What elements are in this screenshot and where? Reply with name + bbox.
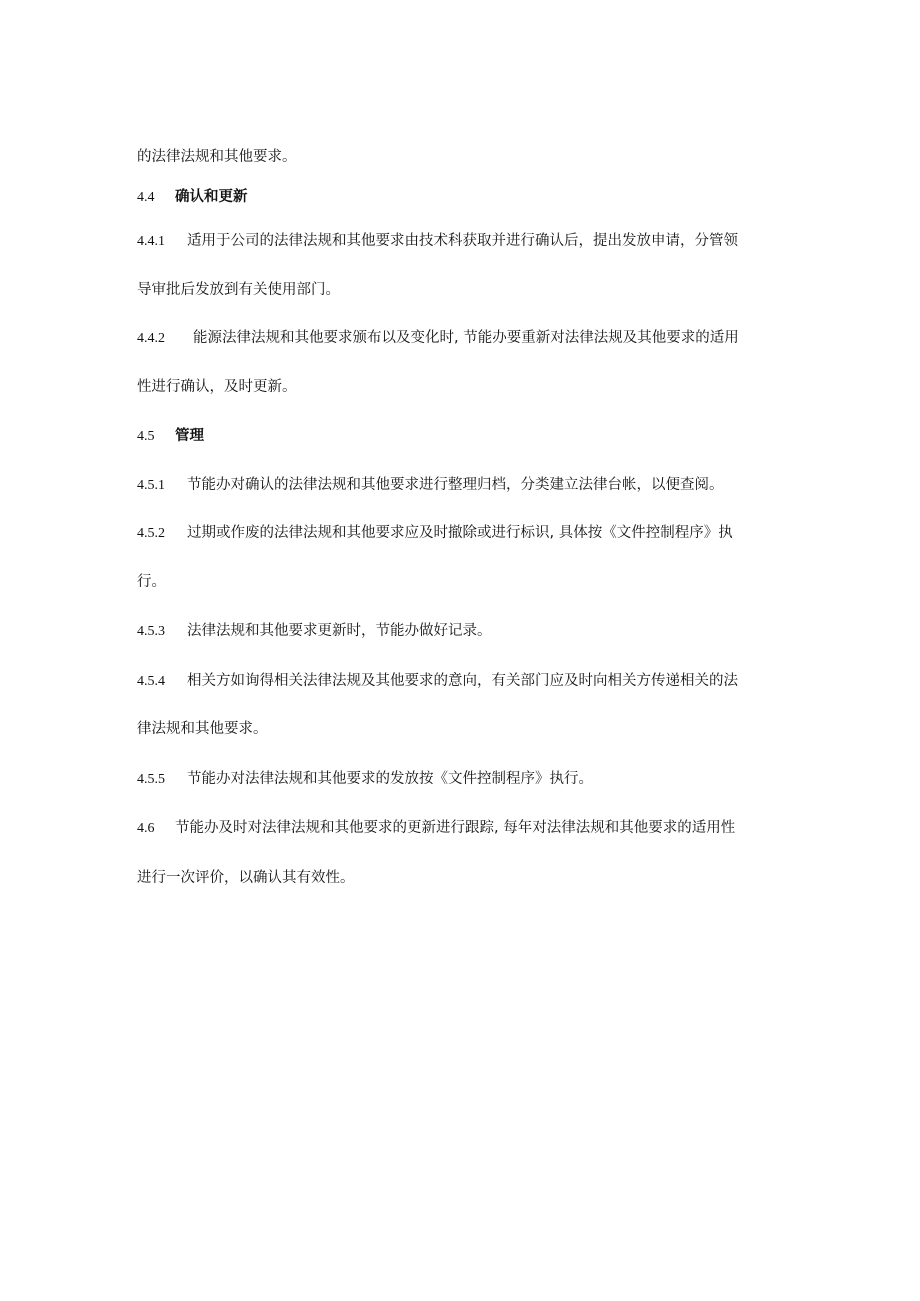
paragraph-text: 律法规和其他要求。 bbox=[137, 721, 268, 737]
clause-text: 适用于公司的法律法规和其他要求由技术科获取并进行确认后，提出发放申请，分管领 bbox=[187, 233, 738, 249]
clause-4-5-2 bbox=[137, 523, 733, 544]
paragraph-text: 性进行确认，及时更新。 bbox=[137, 379, 297, 395]
section-title: 确认和更新 bbox=[175, 189, 248, 205]
paragraph-text: 的法律法规和其他要求。 bbox=[137, 149, 297, 165]
paragraph-continuation bbox=[137, 719, 268, 739]
clause-text: 过期或作废的法律法规和其他要求应及时撤除或进行标识, 具体按《文件控制程序》执 bbox=[187, 525, 733, 541]
clause-text: 节能办及时对法律法规和其他要求的更新进行跟踪, 每年对法律法规和其他要求的适用性 bbox=[175, 820, 736, 836]
clause-text: 相关方如询得相关法律法规及其他要求的意向，有关部门应及时向相关方传递相关的法 bbox=[187, 673, 738, 689]
section-heading-4-4 bbox=[137, 187, 248, 208]
paragraph-text: 行。 bbox=[137, 574, 166, 590]
clause-4-5-5 bbox=[137, 769, 593, 790]
clause-4-6 bbox=[137, 818, 735, 839]
clause-text: 能源法律法规和其他要求颁布以及变化时, 节能办要重新对法律法规及其他要求的适用 bbox=[193, 330, 739, 346]
paragraph-continuation bbox=[137, 868, 355, 888]
clause-number: 4.5.1 bbox=[137, 478, 165, 493]
clause-4-5-1 bbox=[137, 475, 724, 496]
paragraph-text: 导审批后发放到有关使用部门。 bbox=[137, 282, 340, 298]
clause-4-4-1 bbox=[137, 231, 738, 252]
paragraph-continuation bbox=[137, 147, 297, 167]
clause-number: 4.4.1 bbox=[137, 234, 165, 249]
paragraph-continuation bbox=[137, 377, 297, 397]
clause-number: 4.5.4 bbox=[137, 674, 165, 689]
clause-number: 4.5.3 bbox=[137, 624, 165, 639]
section-number: 4.4 bbox=[137, 190, 155, 205]
section-heading-4-5 bbox=[137, 426, 204, 447]
clause-4-5-3 bbox=[137, 621, 492, 642]
clause-text: 节能办对确认的法律法规和其他要求进行整理归档，分类建立法律台帐，以便查阅。 bbox=[187, 477, 724, 493]
paragraph-continuation bbox=[137, 280, 340, 300]
clause-number: 4.5.5 bbox=[137, 772, 165, 787]
clause-4-4-2 bbox=[137, 328, 739, 349]
paragraph-text: 进行一次评价，以确认其有效性。 bbox=[137, 870, 355, 886]
clause-number: 4.6 bbox=[137, 821, 155, 836]
clause-text: 节能办对法律法规和其他要求的发放按《文件控制程序》执行。 bbox=[187, 771, 593, 787]
paragraph-continuation bbox=[137, 572, 166, 592]
clause-number: 4.4.2 bbox=[137, 331, 165, 346]
section-title: 管理 bbox=[175, 428, 204, 444]
clause-number: 4.5.2 bbox=[137, 526, 165, 541]
clause-text: 法律法规和其他要求更新时，节能办做好记录。 bbox=[187, 623, 492, 639]
section-number: 4.5 bbox=[137, 429, 155, 444]
clause-4-5-4 bbox=[137, 671, 738, 692]
